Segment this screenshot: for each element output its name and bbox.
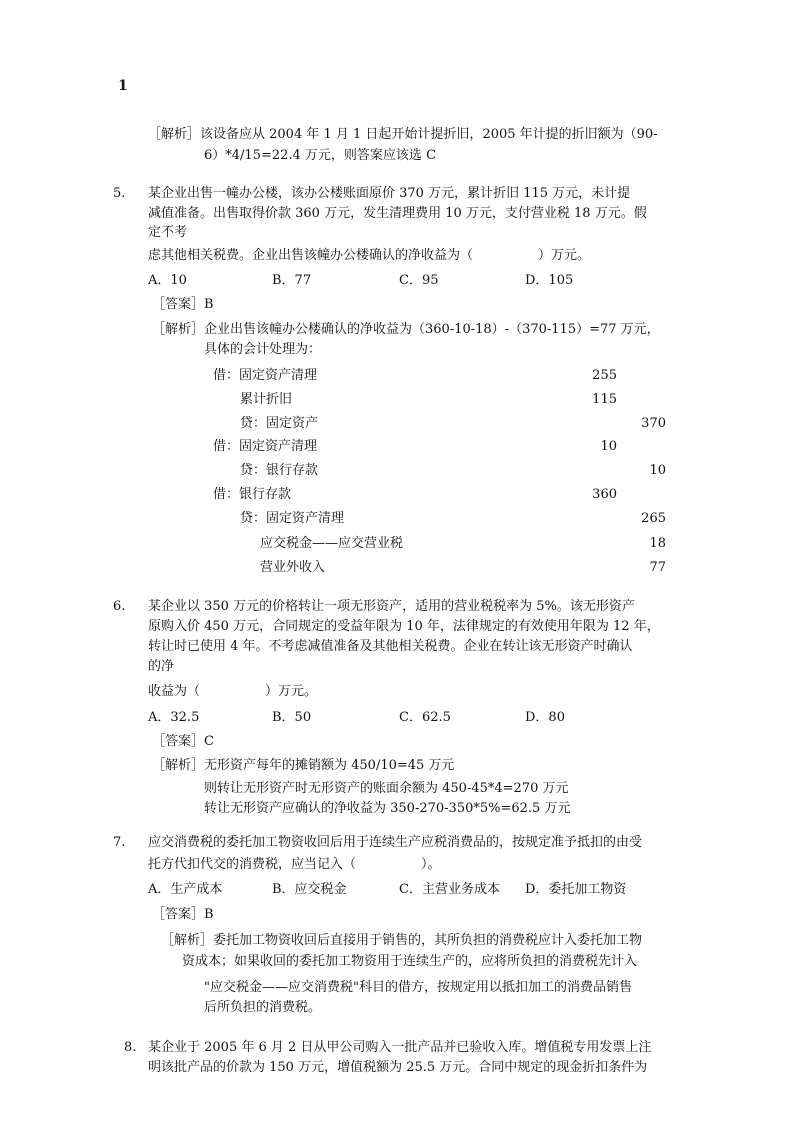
q7-option-d: D．委托加工物资 xyxy=(525,882,627,897)
q5-option-c: C．95 xyxy=(399,273,439,288)
q5-entry-credit: 265 xyxy=(641,511,666,526)
q6-analysis-line2: 则转让无形资产时无形资产的账面余额为 450-45*4=270 万元 xyxy=(204,781,569,796)
q5-stem-line1: 某企业出售一幢办公楼，该办公楼账面原价 370 万元，累计折旧 115 万元，未计提 xyxy=(148,186,631,201)
q5-stem-line2: 减值准备。出售取得价款 360 万元，发生清理费用 10 万元，支付营业税 18 万元。假 xyxy=(148,206,647,221)
q6-option-a: A．32.5 xyxy=(148,710,200,725)
q6-stem-line5: 收益为（ ）万元。 xyxy=(148,684,318,699)
q5-entry-credit: 18 xyxy=(649,536,666,551)
q5-entry-label: 营业外收入 xyxy=(260,560,326,575)
q6-number: 6. xyxy=(113,599,126,614)
q5-entry-debit: 360 xyxy=(592,487,617,502)
q5-analysis-line1: ［解析］企业出售该幢办公楼确认的净收益为（360-10-18）-（370-115）=77 万元， xyxy=(152,322,660,337)
q5-analysis-line2: 具体的会计处理为： xyxy=(204,342,322,357)
q5-number: 5. xyxy=(113,186,126,201)
q7-analysis-line2: 资成本；如果收回的委托加工物资用于连续生产的，应将所负担的消费税先计入 xyxy=(182,954,638,969)
q5-entry-credit: 370 xyxy=(641,416,666,431)
q6-option-c: C．62.5 xyxy=(399,710,451,725)
q5-stem-line4: 虑其他相关税费。企业出售该幢办公楼确认的净收益为（ ）万元。 xyxy=(148,248,591,263)
q5-entry-debit: 255 xyxy=(592,368,617,383)
q5-stem-line3: 定不考 xyxy=(148,225,188,240)
q6-option-b: B．50 xyxy=(272,710,312,725)
q7-option-c: C．主营业务成本 xyxy=(399,882,500,897)
q6-stem-line4: 的净 xyxy=(148,659,175,674)
q5-option-b: B．77 xyxy=(272,273,312,288)
q7-option-a: A．生产成本 xyxy=(148,882,223,897)
q7-answer: ［答案］B xyxy=(152,907,214,922)
q8-number: 8. xyxy=(124,1040,137,1055)
q7-analysis-line4: 后所负担的消费税。 xyxy=(204,1000,322,1015)
q7-analysis-line1: ［解析］委托加工物资收回后直接用于销售的，其所负担的消费税应计入委托加工物 xyxy=(161,933,643,948)
q7-option-b: B．应交税金 xyxy=(272,882,347,897)
intro-analysis-line1: ［解析］该设备应从 2004 年 1 月 1 日起开始计提折旧，2005 年计提的折旧额为（90- xyxy=(148,127,658,142)
q7-stem-line2: 托方代扣代交的消费税，应当记入（ ）。 xyxy=(148,857,441,872)
q7-number: 7. xyxy=(113,835,126,850)
q7-stem-line1: 应交消费税的委托加工物资收回后用于连续生产应税消费品的，按规定准予抵扣的由受 xyxy=(148,835,643,850)
q5-answer: ［答案］B xyxy=(152,297,214,312)
q6-analysis-line1: ［解析］无形资产每年的摊销额为 450/10=45 万元 xyxy=(152,758,455,773)
q5-entry-label: 贷：固定资产 xyxy=(240,416,319,431)
q8-stem-line2: 明该批产品的价款为 150 万元，增值税额为 25.5 万元。合同中规定的现金折扣条件为 xyxy=(148,1060,648,1075)
q5-entry-label: 借：银行存款 xyxy=(213,487,292,502)
q5-entry-label: 应交税金——应交营业税 xyxy=(260,536,404,551)
q6-stem-line2: 原购入价 450 万元，合同规定的受益年限为 10 年，法律规定的有效使用年限为 12 年， xyxy=(148,619,660,634)
q5-entry-label: 贷：银行存款 xyxy=(240,463,319,478)
q6-stem-line3: 转让时已使用 4 年。不考虑减值准备及其他相关税费。企业在转让该无形资产时确认 xyxy=(148,639,633,654)
intro-analysis-line2: 6）*4/15=22.4 万元，则答案应该选 C xyxy=(204,148,437,163)
q6-analysis-line3: 转让无形资产应确认的净收益为 350-270-350*5%=62.5 万元 xyxy=(204,801,571,816)
q5-entry-debit: 10 xyxy=(600,439,617,454)
q6-stem-line1: 某企业以 350 万元的价格转让一项无形资产，适用的营业税税率为 5%。该无形资产 xyxy=(148,599,635,614)
q5-entry-label: 借：固定资产清理 xyxy=(213,368,318,383)
q5-option-d: D．105 xyxy=(525,273,574,288)
q5-entry-label: 累计折旧 xyxy=(240,392,293,407)
q5-entry-label: 借：固定资产清理 xyxy=(213,439,318,454)
page-number: 1 xyxy=(118,78,128,94)
q5-entry-credit: 10 xyxy=(649,463,666,478)
q7-analysis-line3: "应交税金——应交消费税"科目的借方，按规定用以抵扣加工的消费品销售 xyxy=(204,980,632,995)
q5-option-a: A．10 xyxy=(148,273,187,288)
q6-option-d: D．80 xyxy=(525,710,565,725)
q5-entry-credit: 77 xyxy=(649,560,666,575)
q5-entry-debit: 115 xyxy=(592,392,617,407)
q6-answer: ［答案］C xyxy=(152,734,214,749)
q8-stem-line1: 某企业于 2005 年 6 月 2 日从甲公司购入一批产品并已验收入库。增值税专用发票上注 xyxy=(148,1040,652,1055)
q5-entry-label: 贷：固定资产清理 xyxy=(240,511,345,526)
